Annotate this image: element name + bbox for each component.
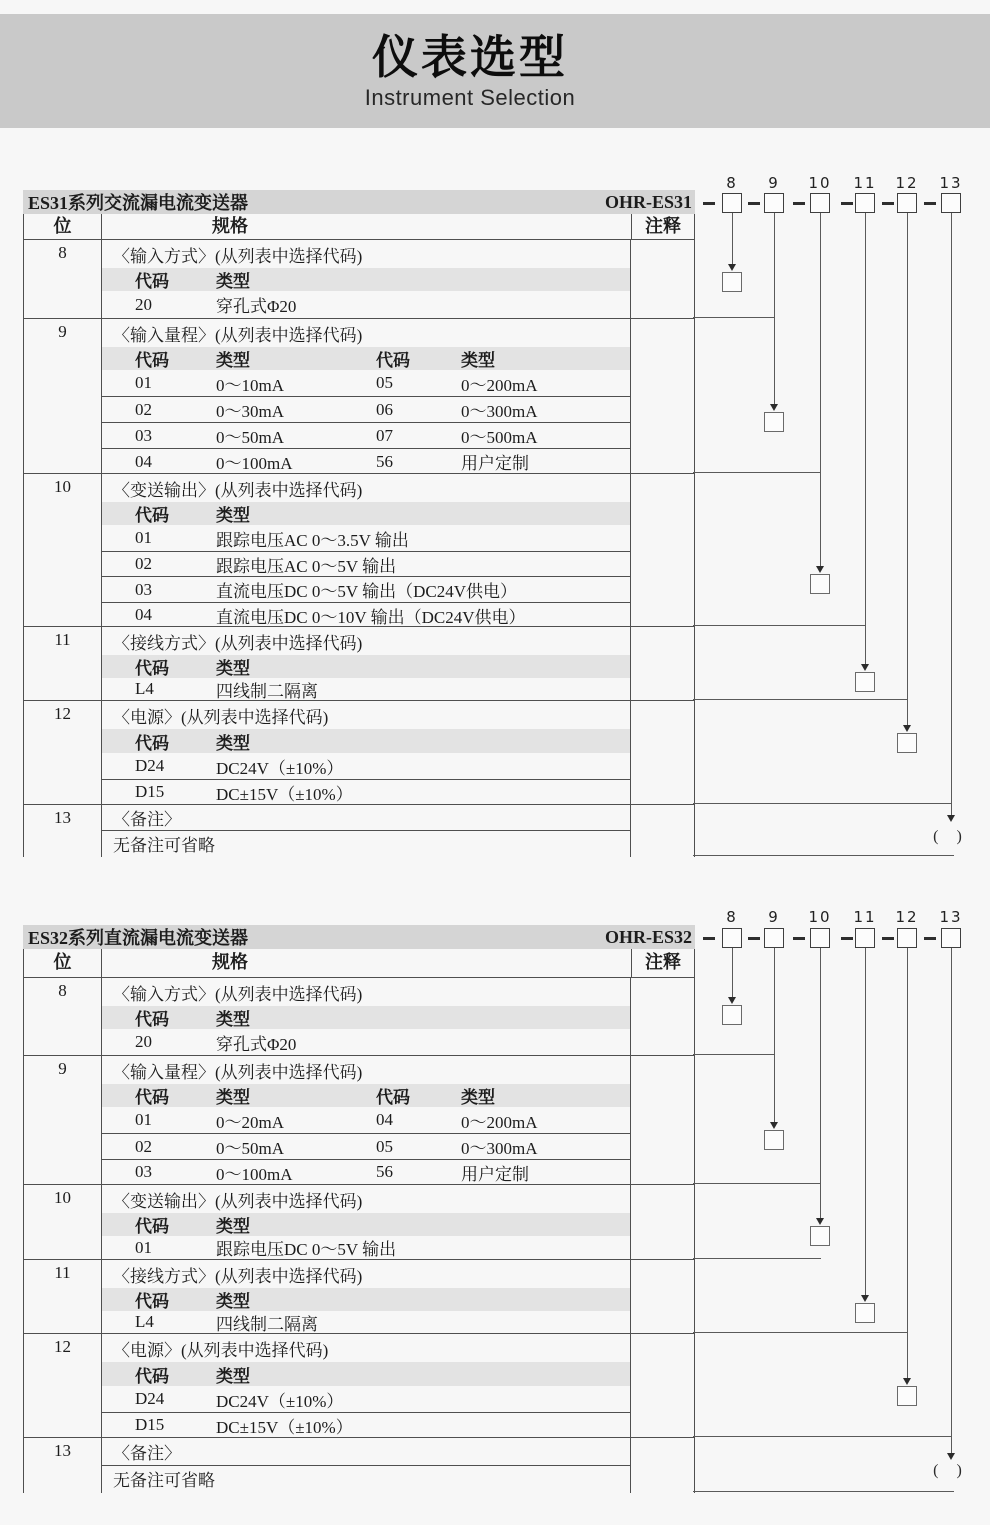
- code-cell: 02: [135, 399, 152, 419]
- spec-column-header: 规格: [102, 949, 632, 977]
- arrow-down-icon: [947, 815, 955, 822]
- column-divider: [630, 805, 631, 857]
- spec-text: 〈电源〉(从列表中选择代码): [113, 1340, 329, 1360]
- code-row: [102, 602, 630, 627]
- column-divider: [101, 1334, 102, 1437]
- code-cell: 04: [376, 1110, 393, 1129]
- row-extension-line: [693, 699, 908, 700]
- spec-text: 〈备注〉: [113, 1444, 181, 1463]
- block-pos-9: [24, 1056, 694, 1185]
- code-header: 代码: [135, 272, 169, 291]
- code-segment-box: [810, 193, 830, 213]
- code-cell: 05: [376, 373, 393, 392]
- connector-line: [907, 213, 908, 726]
- dash-icon: [882, 937, 894, 940]
- type-header: 类型: [216, 1292, 250, 1311]
- connector-line: [774, 213, 775, 405]
- column-divider: [101, 1260, 102, 1333]
- type-header: 类型: [216, 733, 250, 753]
- column-divider: [630, 701, 631, 804]
- connector-line: [865, 213, 866, 665]
- spec-text: 〈输入量程〉(从列表中选择代码): [113, 325, 363, 345]
- type-cell: 跟踪电压AC 0～3.5V 输出: [216, 530, 409, 550]
- code-row: [102, 779, 630, 804]
- dash-icon: [841, 202, 853, 205]
- row-extension-line: [693, 855, 954, 856]
- block-pos-12: [24, 1334, 694, 1438]
- block-pos-13: [24, 805, 694, 857]
- column-divider: [101, 319, 102, 473]
- pos-label: 13: [54, 1441, 71, 1460]
- code-segment-box: [764, 193, 784, 213]
- code-row: [102, 448, 630, 474]
- target-box: [810, 574, 830, 594]
- code-row: [102, 291, 630, 318]
- column-divider: [630, 474, 631, 626]
- code-cell: D24: [135, 1389, 165, 1408]
- code-cell: 03: [135, 1162, 152, 1181]
- type-header: 类型: [216, 351, 250, 370]
- code-segment-box: [855, 193, 875, 213]
- code-cell: 04: [135, 451, 152, 471]
- arrow-down-icon: [861, 1295, 869, 1302]
- position-label: 11: [853, 908, 877, 926]
- dash-icon: [748, 202, 760, 205]
- type-cell: 穿孔式Φ20: [216, 297, 297, 316]
- code-header: 代码: [135, 659, 169, 678]
- note-text: 无备注可省略: [113, 835, 215, 855]
- pos-label: 9: [58, 1059, 67, 1078]
- pos-label: 10: [54, 477, 71, 496]
- pos-label: 10: [54, 1188, 71, 1207]
- type-cell: DC24V（±10%）: [216, 758, 344, 778]
- code-row: [102, 576, 630, 602]
- type-cell: 直流电压DC 0～10V 输出（DC24V供电）: [216, 607, 526, 627]
- code-header: 代码: [135, 733, 169, 753]
- connector-line: [951, 213, 952, 816]
- code-row: [102, 525, 630, 551]
- type-header: 类型: [216, 1010, 250, 1029]
- table-es31: [23, 190, 695, 857]
- type-cell: 用户定制: [461, 454, 529, 473]
- page-title: 仪表选型: [372, 30, 568, 85]
- type-cell: 直流电压DC 0～5V 输出（DC24V供电）: [216, 582, 517, 601]
- code-cell: L4: [135, 1312, 154, 1331]
- note-text: 无备注可省略: [113, 1471, 215, 1490]
- row-extension-line: [693, 317, 775, 318]
- column-divider: [101, 978, 102, 1055]
- arrow-down-icon: [816, 1218, 824, 1225]
- column-divider: [101, 474, 102, 626]
- position-label: 9: [768, 908, 780, 926]
- target-box: [722, 272, 742, 292]
- dash-icon: [793, 937, 805, 940]
- pos-label: 12: [54, 704, 71, 723]
- column-divider: [630, 1334, 631, 1437]
- table-title: ES31系列交流漏电流变送器: [28, 193, 249, 213]
- code-row: [102, 678, 630, 700]
- model-code: OHR-ES31: [604, 191, 692, 212]
- type-header: 类型: [216, 1217, 250, 1236]
- type-cell: 穿孔式Φ20: [216, 1034, 297, 1054]
- dash-icon: [793, 202, 805, 205]
- code-segment-box: [810, 928, 830, 948]
- column-divider: [630, 1056, 631, 1184]
- type-header: 类型: [461, 1088, 495, 1107]
- spec-text: 〈输入方式〉(从列表中选择代码): [113, 984, 363, 1004]
- remark-parentheses: ( ): [933, 1462, 969, 1479]
- code-header-band: [102, 502, 630, 525]
- code-row: [102, 1107, 630, 1133]
- dash-icon: [924, 202, 936, 205]
- pos-label: 13: [54, 808, 71, 827]
- code-segment-box: [897, 928, 917, 948]
- pos-label: 11: [54, 1263, 71, 1282]
- code-cell: 03: [135, 425, 152, 445]
- column-divider: [630, 1260, 631, 1333]
- code-header-band: [102, 347, 630, 370]
- spec-text: 〈备注〉: [113, 810, 181, 829]
- spec-text: 〈接线方式〉(从列表中选择代码): [113, 633, 363, 653]
- position-label: 13: [939, 908, 963, 926]
- row-extension-line: [693, 625, 866, 626]
- spec-text: 〈接线方式〉(从列表中选择代码): [113, 1266, 363, 1286]
- block-pos-11: [24, 1260, 694, 1334]
- code-cell: D15: [135, 782, 165, 801]
- remark-parentheses: ( ): [933, 828, 969, 845]
- column-divider: [101, 1185, 102, 1259]
- code-header: 代码: [376, 1088, 410, 1107]
- type-cell: 跟踪电压DC 0～5V 输出: [216, 1240, 397, 1259]
- pos-column-header: 位: [24, 949, 102, 977]
- block-pos-12: [24, 701, 694, 805]
- column-divider: [101, 627, 102, 700]
- connector-line: [774, 948, 775, 1123]
- arrow-down-icon: [770, 404, 778, 411]
- row-extension-line: [693, 1436, 952, 1437]
- code-cell: 02: [135, 1136, 152, 1156]
- code-header-band: [102, 1213, 630, 1236]
- code-row: [102, 753, 630, 779]
- pos-label: 11: [54, 630, 71, 649]
- type-cell: 0～200mA: [461, 375, 538, 395]
- note-divider-line: [102, 830, 631, 831]
- dash-icon: [841, 937, 853, 940]
- note-column-header: 注释: [645, 952, 681, 972]
- block-pos-8: [24, 240, 694, 319]
- type-header: 类型: [216, 1366, 250, 1386]
- code-header-band: [102, 1288, 630, 1311]
- code-cell: 01: [135, 373, 152, 392]
- block-pos-8: [24, 978, 694, 1056]
- row-extension-line: [693, 472, 821, 473]
- code-segment-box: [941, 193, 961, 213]
- dash-icon: [924, 937, 936, 940]
- row-extension-line: [693, 803, 952, 804]
- column-divider: [630, 1185, 631, 1259]
- column-divider: [630, 978, 631, 1055]
- spec-column-header: 规格: [102, 214, 632, 239]
- position-label: 10: [808, 908, 832, 926]
- type-cell: 四线制二隔离: [216, 681, 318, 701]
- type-cell: 0～50mA: [216, 428, 284, 447]
- code-cell: D15: [135, 1415, 165, 1434]
- type-header: 类型: [216, 1088, 250, 1107]
- block-pos-13: [24, 1438, 694, 1493]
- dash-icon: [882, 202, 894, 205]
- arrow-down-icon: [770, 1122, 778, 1129]
- code-header: 代码: [135, 506, 169, 525]
- spec-text: 〈变送输出〉(从列表中选择代码): [113, 1191, 363, 1211]
- connector-line: [865, 948, 866, 1296]
- target-box: [855, 672, 875, 692]
- type-header: 类型: [461, 351, 495, 370]
- column-divider: [630, 240, 631, 318]
- position-label: 8: [726, 908, 738, 926]
- arrow-down-icon: [728, 997, 736, 1004]
- arrow-down-icon: [903, 725, 911, 732]
- code-cell: D24: [135, 756, 165, 775]
- column-divider: [630, 319, 631, 473]
- column-divider: [101, 701, 102, 804]
- code-header-band: [102, 1006, 630, 1029]
- type-cell: 0～100mA: [216, 1164, 293, 1184]
- code-segment-box: [722, 193, 742, 213]
- type-cell: 0～100mA: [216, 454, 293, 473]
- code-row: [102, 1029, 630, 1055]
- code-segment-box: [764, 928, 784, 948]
- target-box: [764, 1130, 784, 1150]
- code-cell: 05: [376, 1136, 393, 1156]
- arrow-down-icon: [903, 1378, 911, 1385]
- type-cell: 0～300mA: [461, 402, 538, 421]
- code-cell: 01: [135, 1237, 152, 1257]
- spec-text: 〈变送输出〉(从列表中选择代码): [113, 480, 363, 500]
- pos-label: 8: [58, 243, 67, 262]
- table-title: ES32系列直流漏电流变送器: [28, 928, 249, 948]
- arrow-down-icon: [947, 1453, 955, 1460]
- code-segment-box: [722, 928, 742, 948]
- type-cell: 用户定制: [461, 1164, 529, 1184]
- connector-line: [732, 948, 733, 998]
- code-segment-box: [855, 928, 875, 948]
- target-box: [722, 1005, 742, 1025]
- row-extension-line: [693, 1183, 821, 1184]
- table-es32: [23, 925, 695, 1493]
- type-cell: 0～200mA: [461, 1112, 538, 1132]
- block-pos-10: [24, 1185, 694, 1260]
- connector-line: [951, 948, 952, 1454]
- position-label: 13: [939, 174, 963, 192]
- type-cell: 0～300mA: [461, 1139, 538, 1158]
- type-header: 类型: [216, 506, 250, 525]
- code-header: 代码: [135, 351, 169, 370]
- position-label: 12: [895, 908, 919, 926]
- page-banner: [0, 14, 990, 128]
- code-header: 代码: [135, 1366, 169, 1386]
- code-header: 代码: [135, 1088, 169, 1107]
- connector-line: [820, 213, 821, 567]
- code-row: [102, 396, 630, 422]
- position-label: 10: [808, 174, 832, 192]
- type-cell: DC±15V（±10%）: [216, 784, 353, 804]
- spec-text: 〈电源〉(从列表中选择代码): [113, 707, 329, 727]
- column-divider: [101, 805, 102, 857]
- model-code: OHR-ES32: [604, 926, 692, 947]
- note-column-header: 注释: [645, 216, 681, 236]
- arrow-down-icon: [728, 264, 736, 271]
- target-box: [810, 1226, 830, 1246]
- dash-icon: [703, 937, 715, 940]
- code-cell: 03: [135, 579, 152, 599]
- spec-text: 〈输入方式〉(从列表中选择代码): [113, 246, 363, 266]
- target-box: [897, 733, 917, 753]
- pos-label: 9: [58, 322, 67, 341]
- row-extension-line: [693, 1258, 821, 1259]
- column-header-row: [24, 949, 694, 978]
- code-row: [102, 422, 630, 448]
- code-row: [102, 1236, 630, 1259]
- type-cell: 0～500mA: [461, 428, 538, 447]
- code-cell: 07: [376, 425, 393, 445]
- type-header: 类型: [216, 659, 250, 678]
- code-header: 代码: [135, 1217, 169, 1236]
- note-divider-line: [102, 1465, 631, 1466]
- code-cell: 02: [135, 554, 152, 573]
- target-box: [897, 1386, 917, 1406]
- code-cell: 06: [376, 399, 393, 419]
- type-cell: DC24V（±10%）: [216, 1391, 344, 1411]
- type-cell: 0～20mA: [216, 1112, 284, 1132]
- arrow-down-icon: [816, 566, 824, 573]
- table-title-bar: [23, 190, 695, 214]
- row-extension-line: [693, 1332, 908, 1333]
- table-title-bar: [23, 925, 695, 949]
- code-header: 代码: [376, 351, 410, 370]
- target-box: [764, 412, 784, 432]
- type-header: 类型: [216, 272, 250, 291]
- spec-text: 〈输入量程〉(从列表中选择代码): [113, 1062, 363, 1082]
- position-label: 11: [853, 174, 877, 192]
- code-row: [102, 1386, 630, 1412]
- block-pos-10: [24, 474, 694, 627]
- code-row: [102, 1412, 630, 1437]
- dash-icon: [748, 937, 760, 940]
- position-label: 12: [895, 174, 919, 192]
- block-pos-9: [24, 319, 694, 474]
- target-box: [855, 1303, 875, 1323]
- code-row: [102, 551, 630, 576]
- code-cell: 20: [135, 1032, 152, 1051]
- pos-column-header: 位: [24, 214, 102, 239]
- code-cell: 56: [376, 451, 393, 471]
- type-cell: 跟踪电压AC 0～5V 输出: [216, 556, 397, 576]
- type-cell: 四线制二隔离: [216, 1314, 318, 1334]
- code-header: 代码: [135, 1292, 169, 1311]
- connector-line: [907, 948, 908, 1379]
- code-cell: 04: [135, 605, 152, 624]
- dash-icon: [703, 202, 715, 205]
- code-row: [102, 1311, 630, 1333]
- position-label: 9: [768, 174, 780, 192]
- code-header-band: [102, 268, 630, 291]
- column-divider: [101, 1056, 102, 1184]
- code-cell: 01: [135, 1110, 152, 1129]
- code-header-band: [102, 655, 630, 678]
- code-cell: 01: [135, 528, 152, 547]
- code-header: 代码: [135, 1010, 169, 1029]
- row-extension-line: [693, 1054, 775, 1055]
- block-pos-11: [24, 627, 694, 701]
- code-row: [102, 370, 630, 396]
- code-row: [102, 1133, 630, 1159]
- code-segment-box: [941, 928, 961, 948]
- code-segment-box: [897, 193, 917, 213]
- pos-label: 12: [54, 1337, 71, 1356]
- code-cell: L4: [135, 679, 154, 698]
- code-header-band: [102, 1084, 630, 1107]
- code-header-band: [102, 729, 630, 753]
- code-header-band: [102, 1362, 630, 1386]
- column-divider: [630, 627, 631, 700]
- code-cell: 20: [135, 294, 152, 314]
- column-header-row: [24, 214, 694, 240]
- type-cell: 0～30mA: [216, 402, 284, 421]
- column-divider: [101, 240, 102, 318]
- position-label: 8: [726, 174, 738, 192]
- code-cell: 56: [376, 1162, 393, 1181]
- type-cell: DC±15V（±10%）: [216, 1417, 353, 1437]
- row-extension-line: [693, 1491, 954, 1492]
- type-cell: 0～50mA: [216, 1139, 284, 1158]
- arrow-down-icon: [861, 664, 869, 671]
- connector-line: [820, 948, 821, 1219]
- connector-line: [732, 213, 733, 265]
- page-subtitle: Instrument Selection: [364, 84, 576, 110]
- code-row: [102, 1159, 630, 1184]
- pos-label: 8: [58, 981, 67, 1000]
- type-cell: 0～10mA: [216, 375, 284, 395]
